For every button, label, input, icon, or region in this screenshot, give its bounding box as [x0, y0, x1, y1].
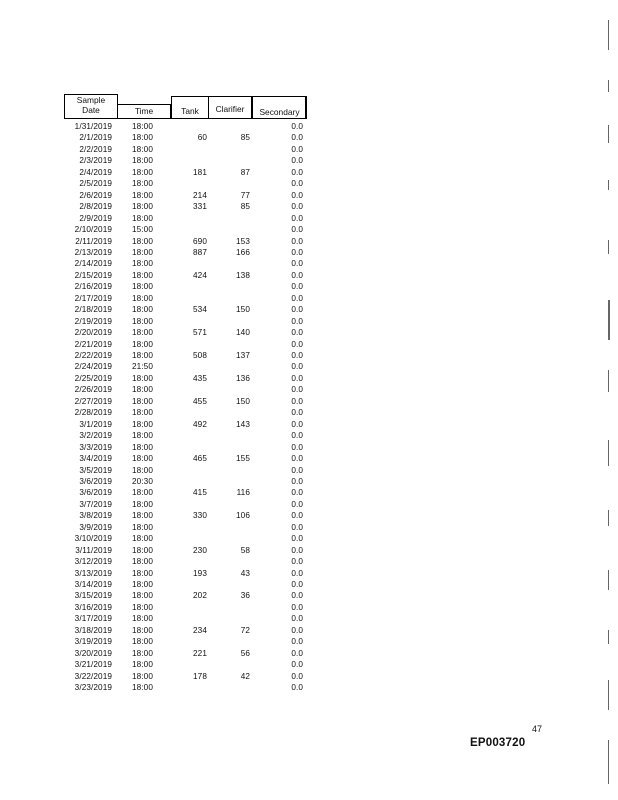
cell-tank: 60: [197, 133, 207, 143]
cell-sec: 0.0: [291, 442, 303, 452]
cell-tank: 234: [193, 625, 207, 635]
cell-time: 18:00: [132, 602, 153, 612]
cell-sec: 0.0: [291, 225, 303, 235]
cell-sec: 0.0: [291, 602, 303, 612]
cell-clar: 140: [236, 328, 250, 338]
table-row: [0, 430, 618, 442]
cell-time: 18:00: [132, 316, 153, 326]
cell-time: 18:00: [132, 534, 153, 544]
cell-sec: 0.0: [291, 476, 303, 486]
cell-time: 18:00: [132, 167, 153, 177]
cell-sec: 0.0: [291, 683, 303, 693]
cell-date: 3/17/2019: [74, 614, 112, 624]
table-row: [0, 453, 618, 465]
cell-sec: 0.0: [291, 625, 303, 635]
cell-time: 18:00: [132, 396, 153, 406]
cell-clar: 42: [240, 671, 250, 681]
cell-sec: 0.0: [291, 671, 303, 681]
cell-sec: 0.0: [291, 133, 303, 143]
cell-date: 2/26/2019: [74, 385, 112, 395]
cell-tank: 492: [193, 419, 207, 429]
cell-clar: 116: [236, 488, 250, 498]
cell-date: 2/18/2019: [74, 305, 112, 315]
cell-time: 15:00: [132, 225, 153, 235]
cell-time: 18:00: [132, 190, 153, 200]
cell-date: 2/15/2019: [74, 270, 112, 280]
cell-sec: 0.0: [291, 545, 303, 555]
cell-date: 2/17/2019: [74, 293, 112, 303]
cell-time: 18:00: [132, 282, 153, 292]
table-row: [0, 648, 618, 660]
table-row: [0, 247, 618, 259]
cell-sec: 0.0: [291, 213, 303, 223]
table-row: [0, 636, 618, 648]
cell-time: 18:00: [132, 293, 153, 303]
table-row: [0, 361, 618, 373]
cell-sec: 0.0: [291, 431, 303, 441]
cell-date: 2/28/2019: [74, 408, 112, 418]
cell-sec: 0.0: [291, 396, 303, 406]
cell-time: 18:00: [132, 202, 153, 212]
cell-date: 3/23/2019: [74, 683, 112, 693]
table-row: [0, 201, 618, 213]
cell-date: 3/15/2019: [74, 591, 112, 601]
cell-tank: 508: [193, 351, 207, 360]
cell-date: 2/16/2019: [74, 282, 112, 292]
cell-date: 2/10/2019: [74, 225, 112, 235]
table-row: [0, 270, 618, 282]
table-row: [0, 545, 618, 557]
cell-time: 18:00: [132, 511, 153, 521]
cell-sec: 0.0: [291, 557, 303, 567]
cell-date: 3/1/2019: [79, 419, 112, 429]
table-row: [0, 281, 618, 293]
cell-time: 18:00: [132, 351, 153, 360]
cell-clar: 72: [240, 625, 250, 635]
cell-clar: 153: [236, 236, 250, 246]
cell-date: 3/6/2019: [79, 476, 112, 486]
table-row: [0, 419, 618, 431]
cell-time: 18:00: [132, 465, 153, 475]
table-row: [0, 625, 618, 637]
table-row: [0, 304, 618, 316]
cell-time: 18:00: [132, 213, 153, 223]
cell-tank: 331: [193, 202, 207, 212]
table-row: [0, 258, 618, 270]
cell-sec: 0.0: [291, 385, 303, 395]
cell-tank: 221: [193, 648, 207, 658]
cell-clar: 166: [236, 247, 250, 257]
cell-clar: 143: [236, 419, 250, 429]
cell-date: 2/21/2019: [74, 339, 112, 349]
table-row: [0, 396, 618, 408]
cell-sec: 0.0: [291, 144, 303, 154]
table-row: [0, 487, 618, 499]
cell-clar: 150: [236, 396, 250, 406]
cell-date: 2/13/2019: [74, 247, 112, 257]
cell-date: 3/21/2019: [74, 660, 112, 670]
table-row: [0, 155, 618, 167]
cell-date: 2/9/2019: [79, 213, 112, 223]
cell-sec: 0.0: [291, 316, 303, 326]
cell-date: 2/20/2019: [74, 328, 112, 338]
cell-time: 18:00: [132, 408, 153, 418]
cell-clar: 136: [236, 373, 250, 383]
cell-time: 18:00: [132, 236, 153, 246]
table-row: [0, 579, 618, 591]
cell-time: 18:00: [132, 339, 153, 349]
cell-sec: 0.0: [291, 488, 303, 498]
table-row: [0, 682, 618, 694]
cell-sec: 0.0: [291, 122, 303, 131]
cell-tank: 230: [193, 545, 207, 555]
cell-sec: 0.0: [291, 660, 303, 670]
cell-time: 18:00: [132, 419, 153, 429]
cell-time: 18:00: [132, 431, 153, 441]
scan-edge-artifact: [608, 0, 612, 800]
table-row: [0, 659, 618, 671]
table-row: [0, 590, 618, 602]
cell-date: 2/8/2019: [79, 202, 112, 212]
cell-time: 20:30: [132, 476, 153, 486]
table-row: [0, 510, 618, 522]
cell-time: 18:00: [132, 373, 153, 383]
cell-time: 18:00: [132, 270, 153, 280]
cell-tank: 435: [193, 373, 207, 383]
cell-sec: 0.0: [291, 362, 303, 372]
cell-sec: 0.0: [291, 499, 303, 509]
cell-clar: 58: [240, 545, 250, 555]
cell-time: 18:00: [132, 156, 153, 166]
cell-date: 3/22/2019: [74, 671, 112, 681]
cell-time: 18:00: [132, 442, 153, 452]
cell-time: 18:00: [132, 328, 153, 338]
cell-time: 18:00: [132, 637, 153, 647]
cell-tank: 455: [193, 396, 207, 406]
cell-clar: 85: [240, 202, 250, 212]
cell-sec: 0.0: [291, 454, 303, 464]
cell-sec: 0.0: [291, 648, 303, 658]
cell-sec: 0.0: [291, 328, 303, 338]
cell-sec: 0.0: [291, 591, 303, 601]
table-row: [0, 602, 618, 614]
cell-sec: 0.0: [291, 351, 303, 360]
cell-time: 18:00: [132, 133, 153, 143]
cell-date: 2/24/2019: [74, 362, 112, 372]
table-row: [0, 373, 618, 385]
header-date: Sample Date: [76, 95, 106, 115]
table-row: [0, 224, 618, 236]
cell-time: 18:00: [132, 488, 153, 498]
cell-time: 18:00: [132, 259, 153, 269]
bates-number: EP003720: [470, 737, 526, 749]
cell-time: 18:00: [132, 122, 153, 131]
cell-sec: 0.0: [291, 156, 303, 166]
cell-time: 18:00: [132, 580, 153, 589]
cell-clar: 77: [240, 190, 250, 200]
table-row: [0, 384, 618, 396]
cell-date: 2/3/2019: [79, 156, 112, 166]
cell-date: 3/6/2019: [79, 488, 112, 498]
table-row: [0, 522, 618, 534]
table-row: [0, 144, 618, 156]
cell-tank: 534: [193, 305, 207, 315]
cell-tank: 193: [193, 568, 207, 578]
table-row: [0, 350, 618, 362]
cell-sec: 0.0: [291, 270, 303, 280]
cell-date: 3/14/2019: [74, 580, 112, 589]
page-number: 47: [531, 724, 542, 734]
cell-sec: 0.0: [291, 293, 303, 303]
cell-date: 2/14/2019: [74, 259, 112, 269]
cell-sec: 0.0: [291, 305, 303, 315]
cell-date: 3/3/2019: [79, 442, 112, 452]
cell-clar: 87: [240, 167, 250, 177]
cell-time: 18:00: [132, 247, 153, 257]
cell-time: 18:00: [132, 660, 153, 670]
cell-time: 21:50: [132, 362, 153, 372]
cell-date: 3/16/2019: [74, 602, 112, 612]
cell-time: 18:00: [132, 683, 153, 693]
cell-sec: 0.0: [291, 179, 303, 189]
cell-date: 3/7/2019: [79, 499, 112, 509]
cell-date: 3/19/2019: [74, 637, 112, 647]
cell-sec: 0.0: [291, 259, 303, 269]
cell-date: 3/5/2019: [79, 465, 112, 475]
cell-clar: 43: [240, 568, 250, 578]
header-rule: [64, 118, 307, 119]
cell-tank: 178: [193, 671, 207, 681]
cell-date: 2/2/2019: [79, 144, 112, 154]
header-time: Time: [134, 106, 154, 116]
cell-sec: 0.0: [291, 339, 303, 349]
cell-date: 2/6/2019: [79, 190, 112, 200]
cell-time: 18:00: [132, 625, 153, 635]
cell-clar: 150: [236, 305, 250, 315]
cell-time: 18:00: [132, 385, 153, 395]
table-row: [0, 442, 618, 454]
cell-time: 18:00: [132, 568, 153, 578]
table-row: [0, 568, 618, 580]
cell-sec: 0.0: [291, 190, 303, 200]
cell-tank: 415: [193, 488, 207, 498]
cell-time: 18:00: [132, 545, 153, 555]
cell-date: 3/9/2019: [79, 522, 112, 532]
cell-time: 18:00: [132, 499, 153, 509]
table-row: [0, 327, 618, 339]
table-row: [0, 476, 618, 488]
cell-date: 3/18/2019: [74, 625, 112, 635]
cell-sec: 0.0: [291, 534, 303, 544]
cell-sec: 0.0: [291, 202, 303, 212]
cell-date: 3/20/2019: [74, 648, 112, 658]
cell-time: 18:00: [132, 454, 153, 464]
table-row: [0, 499, 618, 511]
cell-clar: 155: [236, 454, 250, 464]
cell-sec: 0.0: [291, 511, 303, 521]
cell-tank: 330: [193, 511, 207, 521]
cell-sec: 0.0: [291, 568, 303, 578]
cell-tank: 424: [193, 270, 207, 280]
cell-sec: 0.0: [291, 419, 303, 429]
cell-tank: 214: [193, 190, 207, 200]
table-row: [0, 465, 618, 477]
cell-time: 18:00: [132, 557, 153, 567]
header-clarifier: Clarifier: [215, 104, 245, 114]
table-row: [0, 213, 618, 225]
cell-date: 2/5/2019: [79, 179, 112, 189]
cell-tank: 202: [193, 591, 207, 601]
header-tank: Tank: [181, 106, 199, 116]
table-row: [0, 178, 618, 190]
cell-date: 1/31/2019: [74, 122, 112, 131]
cell-tank: 181: [193, 167, 207, 177]
cell-clar: 106: [236, 511, 250, 521]
cell-time: 18:00: [132, 179, 153, 189]
cell-sec: 0.0: [291, 637, 303, 647]
cell-time: 18:00: [132, 671, 153, 681]
cell-date: 3/2/2019: [79, 431, 112, 441]
cell-sec: 0.0: [291, 465, 303, 475]
table-row: [0, 556, 618, 568]
cell-date: 3/11/2019: [75, 545, 112, 555]
cell-clar: 85: [240, 133, 250, 143]
cell-date: 2/25/2019: [74, 373, 112, 383]
table-row: [0, 613, 618, 625]
cell-time: 18:00: [132, 591, 153, 601]
cell-date: 2/19/2019: [74, 316, 112, 326]
cell-date: 3/13/2019: [74, 568, 112, 578]
cell-sec: 0.0: [291, 522, 303, 532]
cell-clar: 36: [240, 591, 250, 601]
cell-date: 2/11/2019: [75, 236, 112, 246]
cell-sec: 0.0: [291, 236, 303, 246]
cell-sec: 0.0: [291, 614, 303, 624]
table-row: [0, 316, 618, 328]
cell-clar: 138: [236, 270, 250, 280]
cell-date: 3/10/2019: [74, 534, 112, 544]
cell-tank: 571: [193, 328, 207, 338]
cell-clar: 56: [240, 648, 250, 658]
cell-time: 18:00: [132, 144, 153, 154]
cell-date: 2/22/2019: [74, 351, 112, 360]
cell-date: 3/12/2019: [74, 557, 112, 567]
cell-clar: 137: [236, 351, 250, 360]
cell-time: 18:00: [132, 522, 153, 532]
table-row: [0, 190, 618, 202]
table-row: [0, 293, 618, 305]
table-row: [0, 339, 618, 351]
cell-date: 2/4/2019: [79, 167, 112, 177]
cell-sec: 0.0: [291, 282, 303, 292]
cell-sec: 0.0: [291, 247, 303, 257]
table-row: [0, 236, 618, 248]
cell-date: 2/27/2019: [74, 396, 112, 406]
cell-tank: 690: [193, 236, 207, 246]
table-row: [0, 407, 618, 419]
table-row: [0, 533, 618, 545]
cell-sec: 0.0: [291, 167, 303, 177]
cell-tank: 887: [193, 247, 207, 257]
cell-date: 3/8/2019: [79, 511, 112, 521]
cell-sec: 0.0: [291, 580, 303, 589]
cell-date: 3/4/2019: [79, 454, 112, 464]
cell-time: 18:00: [132, 648, 153, 658]
header-secondary: Secondary: [259, 107, 300, 117]
table-row: [0, 671, 618, 683]
table-row: [0, 132, 618, 144]
table-row: [0, 167, 618, 179]
cell-date: 2/1/2019: [79, 133, 112, 143]
cell-tank: 465: [193, 454, 207, 464]
cell-time: 18:00: [132, 305, 153, 315]
cell-time: 18:00: [132, 614, 153, 624]
table-row: [0, 121, 618, 133]
cell-sec: 0.0: [291, 373, 303, 383]
cell-sec: 0.0: [291, 408, 303, 418]
